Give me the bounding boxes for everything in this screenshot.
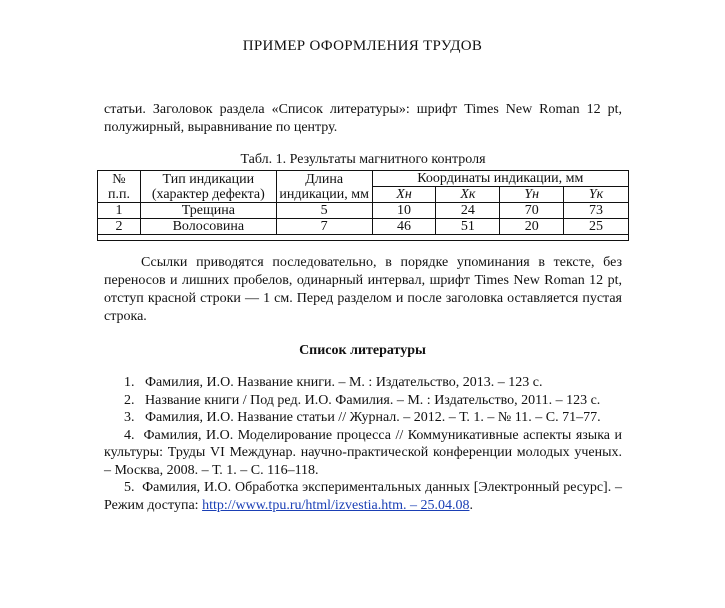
reference-number: 2. (124, 392, 135, 408)
paragraph-intro: статьи. Заголовок раздела «Список литературы»: шрифт Times New Roman 12 pt, полужирный, выравнивание по центру. (104, 102, 622, 135)
header-yn: Yн (500, 187, 564, 203)
reference-number: 5. (124, 480, 135, 495)
header-yk: Yк (564, 187, 629, 203)
reference-text: Название книги / Под ред. И.О. Фамилия. – М. : Издательство, 2011. – 123 с. (145, 392, 601, 408)
cell-num: 1 (98, 203, 141, 219)
table-row (98, 203, 629, 219)
reference-number: 1. (124, 375, 135, 390)
cell-xk: 51 (436, 219, 500, 235)
running-header: ПРИМЕР ОФОРМЛЕНИЯ ТРУДОВ (242, 38, 483, 54)
header-num-line1: № (112, 171, 126, 187)
header-type-line2: (характер дефекта) (151, 186, 265, 202)
reference-tail: . (469, 497, 473, 513)
paragraph-references-rules: Ссылки приводятся последовательно, в порядке упоминания в тексте, без переносов и лишних пробелов, одинарный интервал, шрифт Times New Roman 12 pt, отступ красной строки — 1 см. Перед разделом и после заголовка оставляется пустая строка. (104, 255, 622, 324)
cell-yn: 70 (500, 203, 564, 219)
table-header-row-1 (98, 171, 629, 187)
references-list (104, 374, 622, 514)
cell-num: 2 (98, 219, 141, 235)
cell-type: Волосовина (140, 219, 276, 235)
reference-item (104, 409, 622, 427)
table-caption: Табл. 1. Результаты магнитного контроля (240, 152, 486, 167)
header-xn: Xн (372, 187, 436, 203)
reference-number: 3. (124, 410, 135, 425)
results-table (97, 170, 629, 235)
reference-item (104, 427, 622, 480)
reference-text: Фамилия, И.О. Обработка экспериментальных данных [Электронный ресурс]. – Режим доступа: (104, 480, 623, 513)
header-num (98, 171, 141, 203)
cell-xn: 10 (372, 203, 436, 219)
cell-type: Трещина (140, 203, 276, 219)
header-coords: Координаты индикации, мм (372, 171, 628, 187)
header-xk: Xк (436, 187, 500, 203)
reference-item (104, 392, 622, 410)
header-length-line1: Длина (305, 171, 344, 187)
cell-length: 7 (276, 219, 372, 235)
reference-number: 4. (124, 427, 135, 443)
cell-yk: 25 (564, 219, 629, 235)
references-title: Список литературы (299, 343, 426, 358)
cell-yn: 20 (500, 219, 564, 235)
reference-link[interactable]: http://www.tpu.ru/html/izvestia.htm. – 25.04.08 (202, 497, 470, 513)
cell-length: 5 (276, 203, 372, 219)
reference-item (104, 374, 622, 392)
cell-xn: 46 (372, 219, 436, 235)
cell-xk: 24 (436, 203, 500, 219)
reference-text: Фамилия, И.О. Моделирование процесса // Коммуникативные аспекты языка и культуры: Труды VI Междунар. научно-практической конференции молодых ученых. – Москва, 2008. – Т. 1. – С. 116–118. (104, 427, 623, 478)
header-type (140, 171, 276, 203)
header-type-line1: Тип индикации (162, 171, 255, 187)
reference-item (104, 479, 622, 514)
table-row (98, 219, 629, 235)
reference-text: Фамилия, И.О. Название книги. – М. : Издательство, 2013. – 123 с. (145, 375, 543, 390)
header-length (276, 171, 372, 203)
cell-yk: 73 (564, 203, 629, 219)
header-num-line2: п.п. (107, 186, 130, 202)
reference-text: Фамилия, И.О. Название статьи // Журнал. – 2012. – Т. 1. – № 11. – С. 71–77. (145, 410, 601, 425)
header-length-line2: индикации, мм (279, 186, 369, 202)
